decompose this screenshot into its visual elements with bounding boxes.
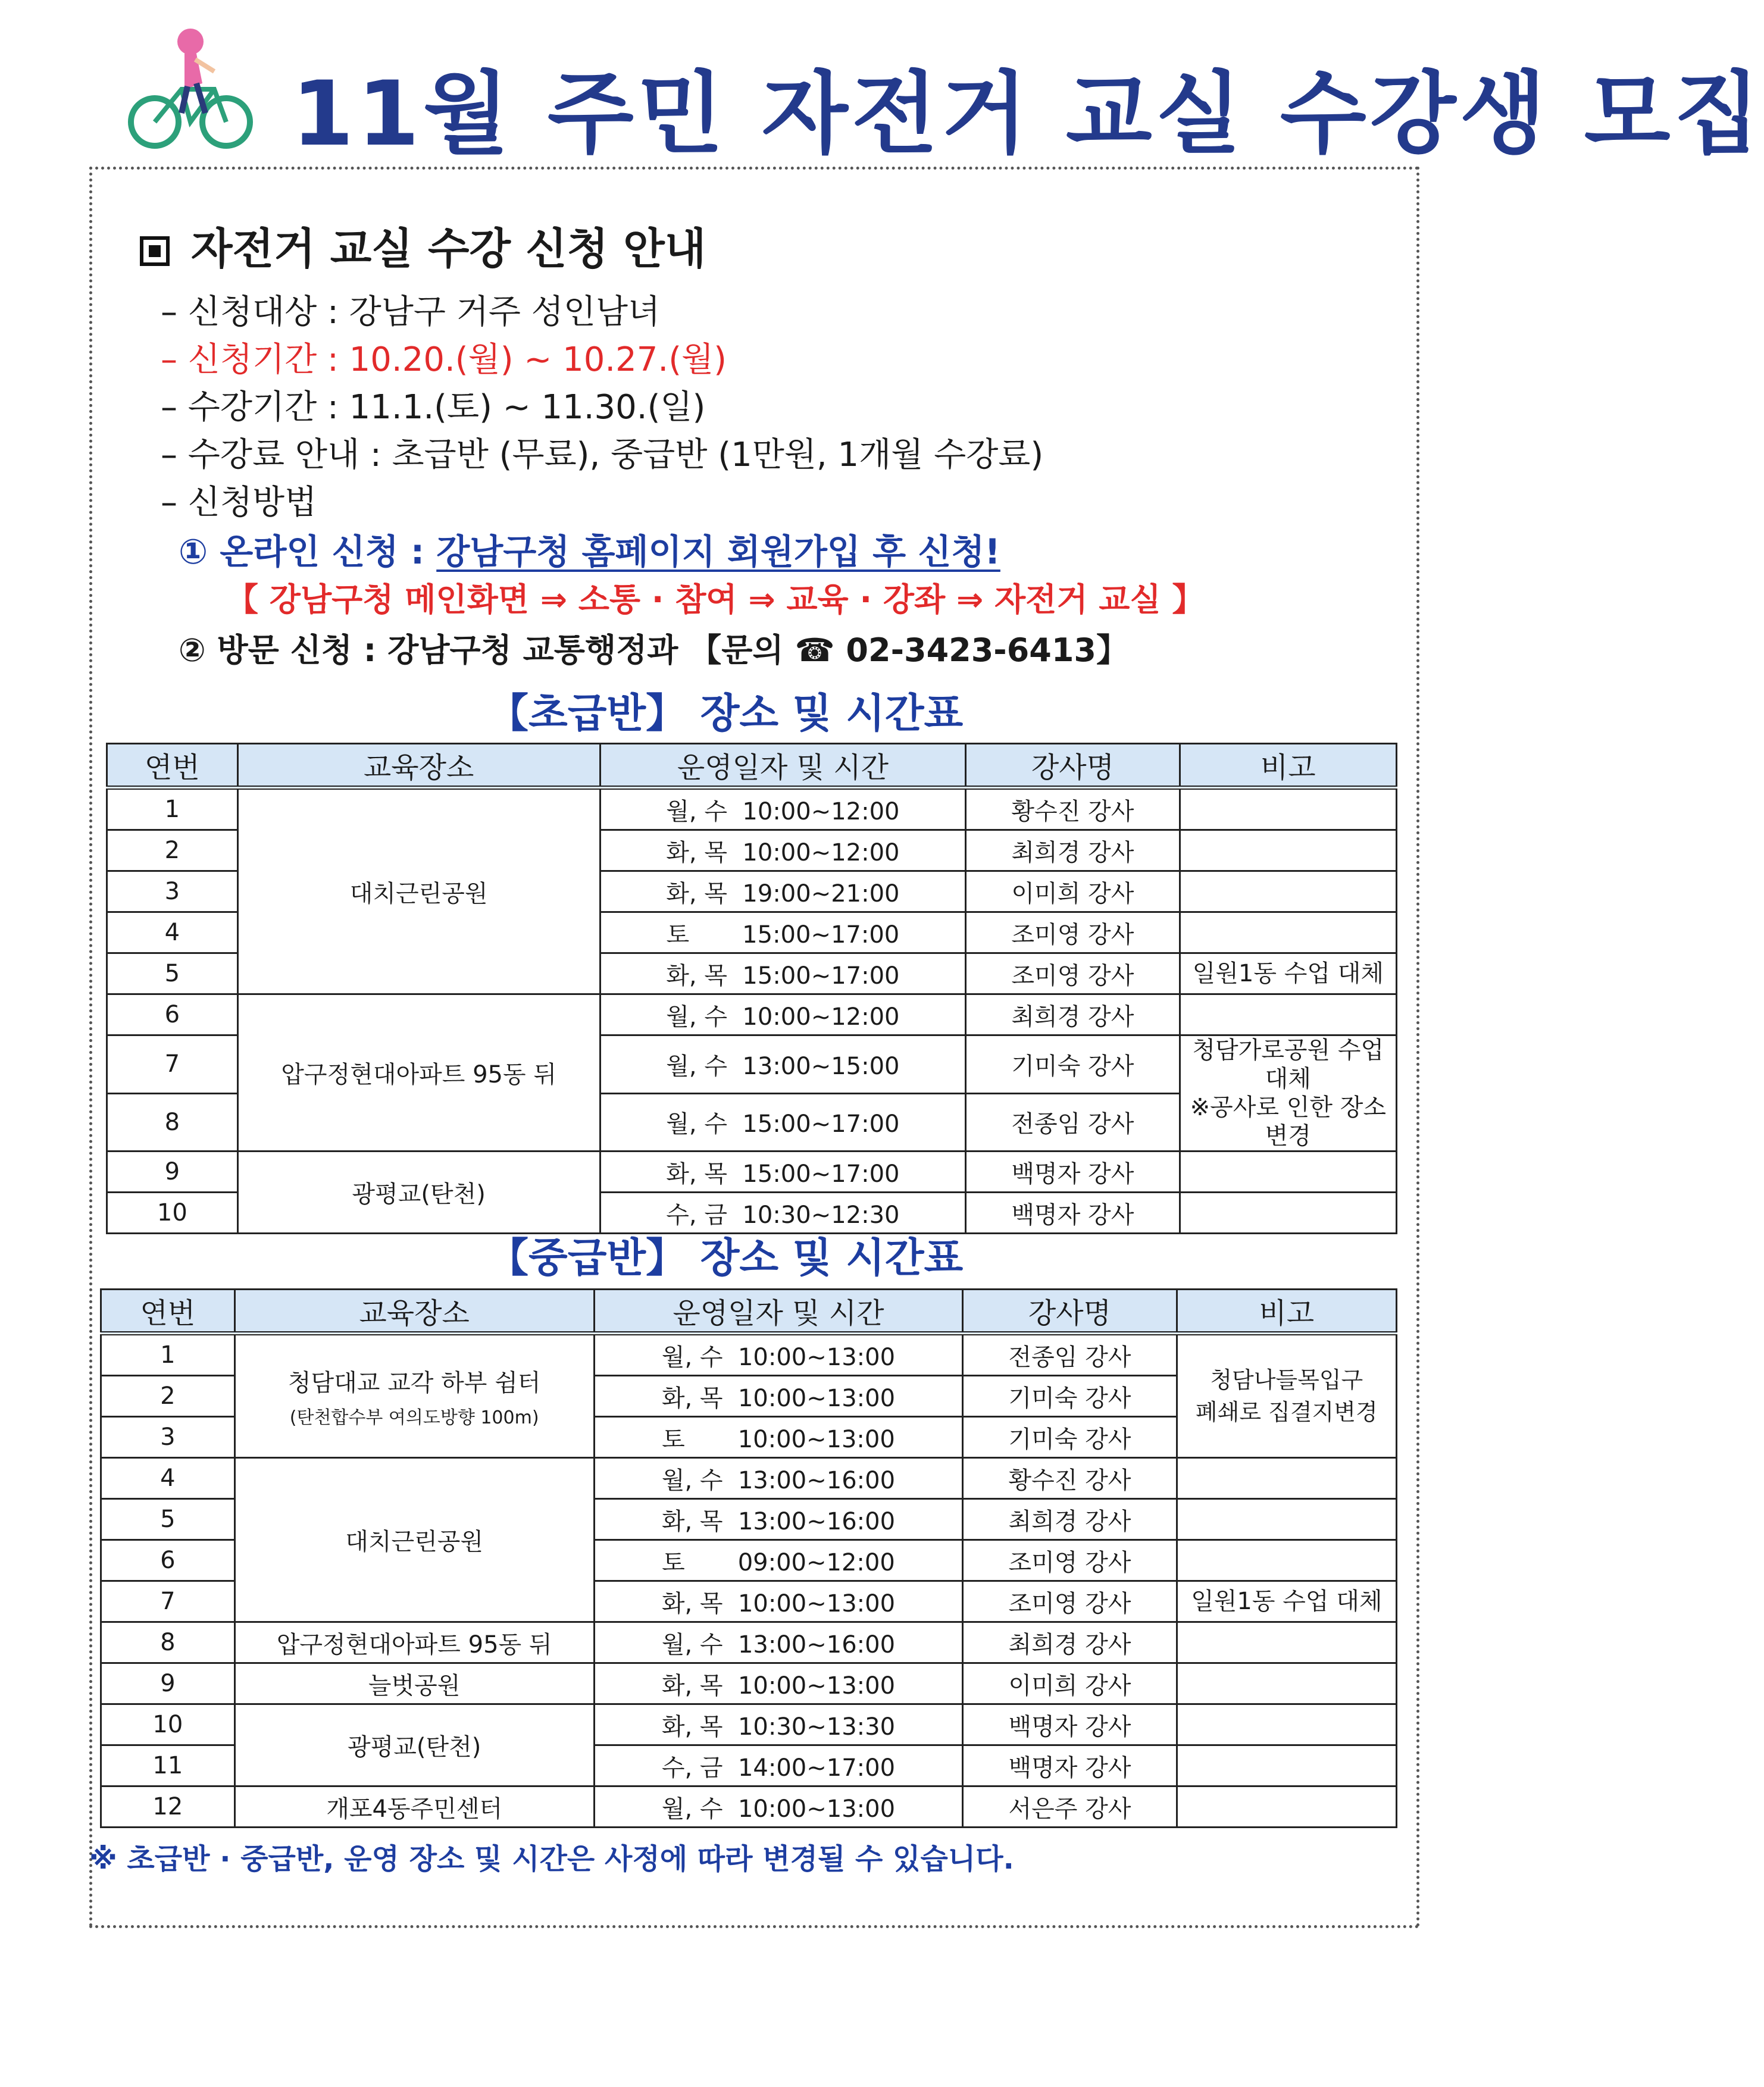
table-row: 3 화, 목 19:00~21:00 이미희 강사	[107, 871, 1397, 912]
homepage-link[interactable]: 강남구청 홈페이지 회원가입 후 신청!	[436, 531, 1000, 572]
footnote: ※ 초급반 · 중급반, 운영 장소 및 시간은 사정에 따라 변경될 수 있습니다.	[89, 1842, 1014, 1876]
method-online-path: 【 강남구청 메인화면 ⇒ 소통 · 참여 ⇒ 교육 · 강좌 ⇒ 자전거 교실 】	[226, 581, 1205, 618]
table-row: 7 화, 목 10:00~13:00 조미영 강사 일원1동 수업 대체	[101, 1581, 1397, 1622]
place-cell: 대치근린공원	[237, 788, 600, 994]
cyclist-icon	[125, 24, 256, 149]
info-target: – 신청대상 : 강남구 거주 성인남녀	[161, 293, 661, 331]
beginner-title: 【초급반】 장소 및 시간표	[488, 690, 964, 737]
table-row: 2 화, 목 10:00~13:00 기미숙 강사	[101, 1376, 1397, 1417]
info-method: – 신청방법	[161, 483, 317, 522]
header-time: 운영일자 및 시간	[594, 1290, 963, 1334]
info-period: – 신청기간 : 10.20.(월) ~ 10.27.(월)	[161, 340, 727, 379]
table-row: 4 대치근린공원 월, 수 13:00~16:00 황수진 강사	[101, 1458, 1397, 1499]
note-cell: 청담나들목입구 폐쇄로 집결지변경	[1177, 1334, 1396, 1458]
header-no: 연번	[107, 744, 238, 788]
header-instructor: 강사명	[966, 744, 1180, 788]
method-visit: ② 방문 신청 : 강남구청 교통행정과 【문의 ☎ 02-3423-6413】	[179, 631, 1128, 669]
table-row: 10 수, 금 10:30~12:30 백명자 강사	[107, 1193, 1397, 1234]
table-row: 1 대치근린공원 월, 수 10:00~12:00 황수진 강사	[107, 788, 1397, 830]
table-row: 6 압구정현대아파트 95동 뒤 월, 수 10:00~12:00 최희경 강사	[107, 994, 1397, 1035]
square-bullet-icon	[140, 236, 170, 266]
method-online: ① 온라인 신청 : 강남구청 홈페이지 회원가입 후 신청!	[179, 531, 1000, 572]
table-row: 11 수, 금 14:00~17:00 백명자 강사	[101, 1745, 1397, 1786]
header-place: 교육장소	[237, 744, 600, 788]
beginner-table	[106, 743, 1397, 1234]
header-place: 교육장소	[234, 1290, 594, 1334]
table-row: 1 청담대교 교각 하부 쉼터 (탄천합수부 여의도방향 100m) 월, 수 10:00~13:00 전종임 강사 청담나들목입구 폐쇄로 집결지변경	[101, 1334, 1397, 1376]
intermediate-table	[100, 1288, 1397, 1828]
table-row: 5 화, 목 13:00~16:00 최희경 강사	[101, 1499, 1397, 1540]
table-row: 4 토 15:00~17:00 조미영 강사	[107, 912, 1397, 953]
note-cell: 일원1동 수업 대체	[1177, 1581, 1396, 1622]
place-cell: 압구정현대아파트 95동 뒤	[234, 1622, 594, 1663]
header-no: 연번	[101, 1290, 235, 1334]
place-cell: 개포4동주민센터	[234, 1786, 594, 1828]
intermediate-title: 【중급반】 장소 및 시간표	[488, 1235, 964, 1282]
place-cell: 광평교(탄천)	[237, 1152, 600, 1234]
info-fee: – 수강료 안내 : 초급반 (무료), 중급반 (1만원, 1개월 수강료)	[161, 436, 1044, 474]
table-row: 8 압구정현대아파트 95동 뒤 월, 수 13:00~16:00 최희경 강사	[101, 1622, 1397, 1663]
header-note: 비고	[1177, 1290, 1396, 1334]
table-row: 8 월, 수 15:00~17:00 전종임 강사	[107, 1093, 1397, 1152]
place-cell: 대치근린공원	[234, 1458, 594, 1622]
place-cell: 광평교(탄천)	[234, 1704, 594, 1786]
page-title: 11월 주민 자전거 교실 수강생 모집	[292, 62, 1764, 166]
place-cell: 청담대교 교각 하부 쉼터 (탄천합수부 여의도방향 100m)	[234, 1334, 594, 1458]
place-cell: 압구정현대아파트 95동 뒤	[237, 994, 600, 1152]
header-time: 운영일자 및 시간	[600, 744, 966, 788]
header-instructor: 강사명	[963, 1290, 1177, 1334]
section-heading: 자전거 교실 수강 신청 안내	[140, 214, 706, 276]
table-row: 3 토 10:00~13:00 기미숙 강사	[101, 1417, 1397, 1458]
header-note: 비고	[1180, 744, 1396, 788]
table-row: 12 개포4동주민센터 월, 수 10:00~13:00 서은주 강사	[101, 1786, 1397, 1828]
note-cell: 일원1동 수업 대체	[1180, 953, 1396, 994]
note-cell: 청담가로공원 수업 대체 ※공사로 인한 장소변경	[1180, 1035, 1396, 1152]
table-row: 10 광평교(탄천) 화, 목 10:30~13:30 백명자 강사	[101, 1704, 1397, 1745]
table-row: 9 늘벗공원 화, 목 10:00~13:00 이미희 강사	[101, 1663, 1397, 1704]
table-row: 5 화, 목 15:00~17:00 조미영 강사 일원1동 수업 대체	[107, 953, 1397, 994]
title-area	[125, 24, 1764, 166]
table-row: 6 토 09:00~12:00 조미영 강사	[101, 1540, 1397, 1581]
info-course: – 수강기간 : 11.1.(토) ~ 11.30.(일)	[161, 388, 706, 427]
place-cell: 늘벗공원	[234, 1663, 594, 1704]
table-row: 9 광평교(탄천) 화, 목 15:00~17:00 백명자 강사	[107, 1152, 1397, 1193]
table-row: 7 월, 수 13:00~15:00 기미숙 강사 청담가로공원 수업 대체 ※공사로 인한 장소변경	[107, 1035, 1397, 1094]
table-row: 2 화, 목 10:00~12:00 최희경 강사	[107, 830, 1397, 871]
